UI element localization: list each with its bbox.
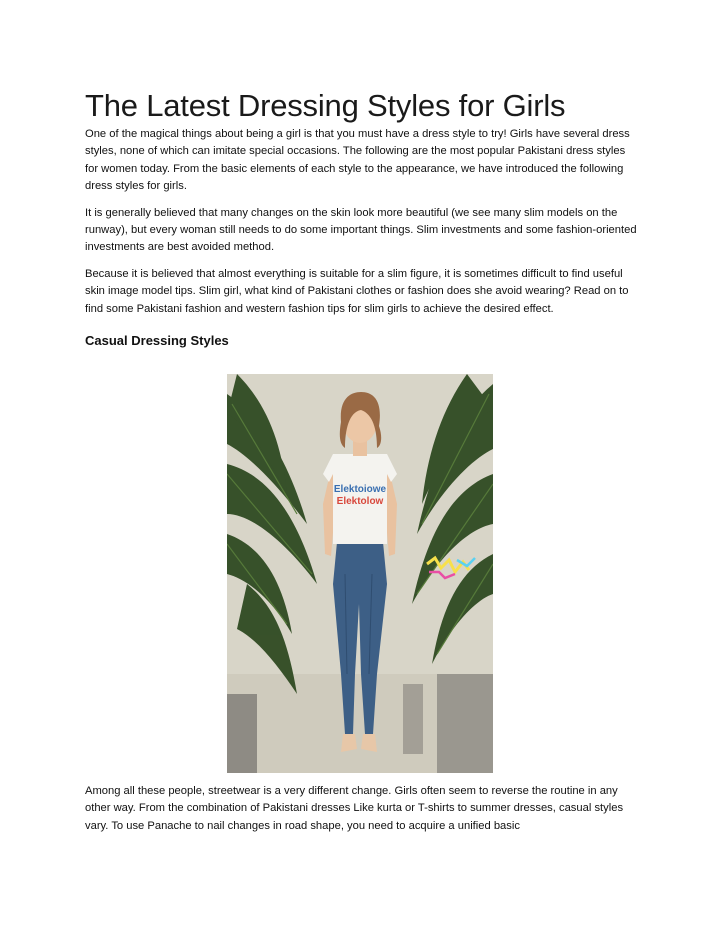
article-title: The Latest Dressing Styles for Girls bbox=[85, 88, 566, 123]
model-photo-illustration bbox=[227, 374, 493, 773]
paragraph-streetwear: Among all these people, streetwear is a very different change. Girls often seem to reverse the routine in any other way. From the combination of Pakistani dresses Like kurta or T-shirts to summer dresses, casual styles vary. To use Panache to nail changes in road shape, you need to acquire a unified basic bbox=[85, 785, 624, 832]
planter-left bbox=[227, 694, 257, 773]
article-continuation bbox=[85, 783, 637, 844]
fashion-model-photo bbox=[227, 374, 493, 773]
paragraph-slim-figure: Because it is believed that almost everything is suitable for a slim figure, it is sometimes difficult to find useful skin image model tips. Slim girl, what kind of Pakistani clothes or fashion does she avoid wearing? Read on to find some Pakistani fashion and western fashion tips for slim girls to achieve the desired effect. bbox=[85, 267, 629, 315]
planter-right bbox=[437, 674, 493, 773]
tshirt-print-line-2: Elektolow bbox=[336, 496, 384, 507]
paragraph-intro: One of the magical things about being a girl is that you must have a dress style to try! Girls have several dress styles, none of which can imitate special occasions. The following are the most popular Pakistani dress styles for women today. From the basic elements of each style to the appearance, we have introduced the following dress styles for girls. bbox=[85, 128, 630, 193]
article-body bbox=[85, 86, 637, 350]
section-heading-casual: Casual Dressing Styles bbox=[85, 333, 229, 349]
tshirt-print-line-1: Elektoiowe bbox=[333, 484, 387, 495]
paragraph-slim-models: It is generally believed that many changes on the skin look more beautiful (we see many slim models on the runway), but every woman still needs to do some important things. Slim investments and some fashion-oriented investments are best avoided method. bbox=[85, 206, 637, 254]
